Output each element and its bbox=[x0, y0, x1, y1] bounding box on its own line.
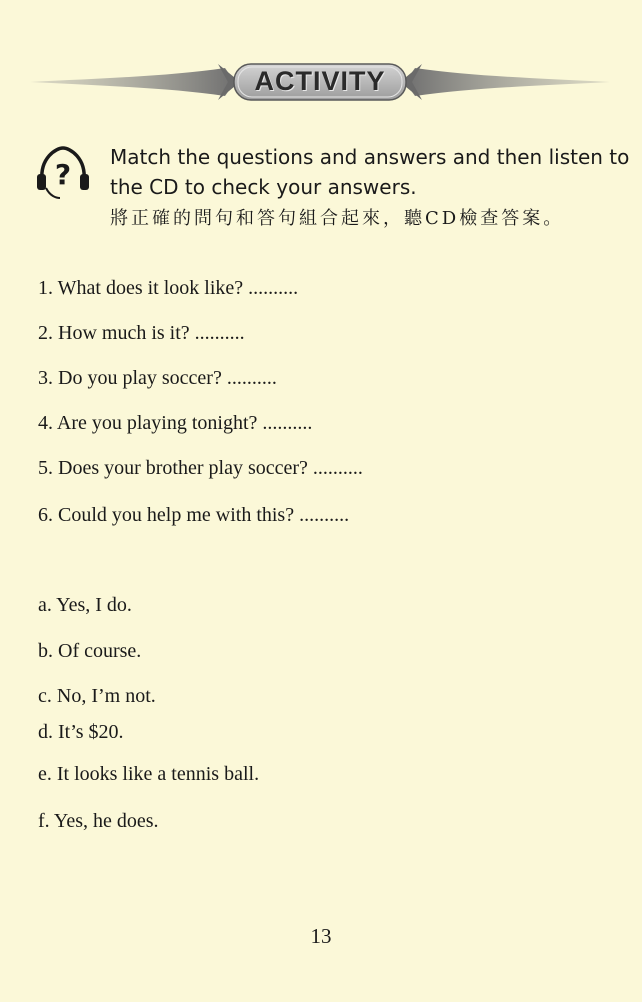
answer-item: a. Yes, I do. bbox=[38, 594, 132, 616]
question-item: 3. Do you play soccer? .......... bbox=[38, 367, 277, 389]
question-item: 6. Could you help me with this? .......... bbox=[38, 504, 350, 526]
svg-text:?: ? bbox=[54, 158, 72, 191]
banner-title: ACTIVITY bbox=[254, 66, 386, 96]
question-item: 5. Does your brother play soccer? .......... bbox=[38, 457, 363, 479]
question-item: 1. What does it look like? .......... bbox=[38, 277, 299, 299]
page-number: 13 bbox=[310, 924, 332, 948]
instruction-chinese: 將正確的問句和答句組合起來，聽CD檢查答案。 bbox=[110, 208, 565, 229]
answer-item: b. Of course. bbox=[38, 640, 142, 662]
answer-item: d. It’s $20. bbox=[38, 721, 124, 743]
question-item: 2. How much is it? .......... bbox=[38, 322, 245, 344]
answer-item: e. It looks like a tennis ball. bbox=[38, 763, 260, 785]
question-item: 4. Are you playing tonight? .......... bbox=[38, 412, 313, 434]
instruction-english: Match the questions and answers and then listen to the CD to check your answers. bbox=[110, 145, 630, 199]
answer-item: f. Yes, he does. bbox=[38, 810, 159, 832]
activity-banner bbox=[30, 58, 610, 106]
question-headset-icon bbox=[34, 144, 92, 202]
answer-item: c. No, I’m not. bbox=[38, 685, 156, 707]
